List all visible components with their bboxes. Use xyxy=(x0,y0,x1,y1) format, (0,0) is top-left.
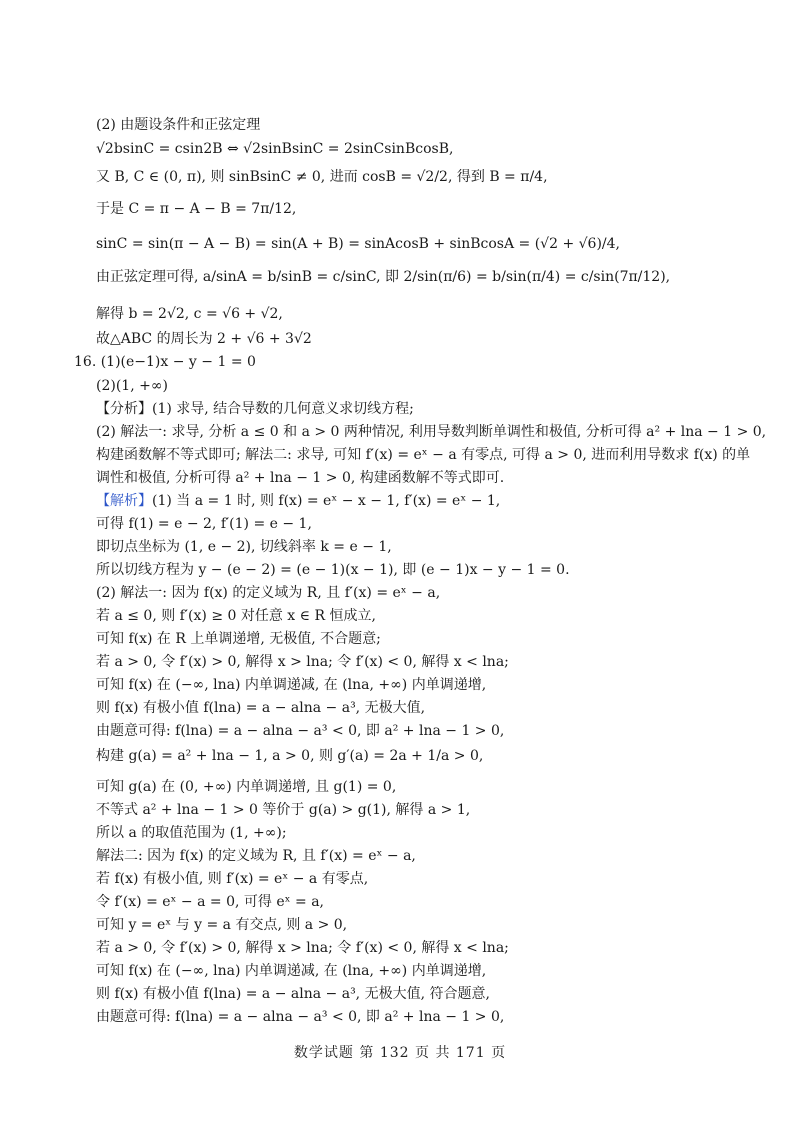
text-line: 可知 y = eˣ 与 y = a 有交点, 则 a > 0, xyxy=(96,917,348,933)
text-line: 解法二: 因为 f(x) 的定义域为 R, 且 f′(x) = eˣ − a, xyxy=(96,848,416,864)
text-line: 所以 a 的取值范围为 (1, +∞); xyxy=(96,825,287,841)
text-line: 令 f′(x) = eˣ − a = 0, 可得 eˣ = a, xyxy=(96,894,324,910)
text-line: 构建函数解不等式即可; 解法二: 求导, 可知 f′(x) = eˣ − a 有零点, 可得 a > 0, 进而利用导数求 f(x) 的单 xyxy=(96,447,751,463)
text-line: 由题意可得: f(lna) = a − alna − a³ < 0, 即 a² + lna − 1 > 0, xyxy=(96,1009,505,1025)
text-line: 即切点坐标为 (1, e − 2), 切线斜率 k = e − 1, xyxy=(96,539,392,555)
text-line: 于是 C = π − A − B = 7π/12, xyxy=(96,201,297,217)
text-line: 构建 g(a) = a² + lna − 1, a > 0, 则 g′(a) = 2a + 1/a > 0, xyxy=(96,748,484,764)
text-line: 若 a > 0, 令 f′(x) > 0, 解得 x > lna; 令 f′(x) < 0, 解得 x < lna; xyxy=(96,654,509,670)
question-number-line: 16. (1)(e−1)x − y − 1 = 0 xyxy=(74,354,256,370)
text-line: 若 a > 0, 令 f′(x) > 0, 解得 x > lna; 令 f′(x) < 0, 解得 x < lna; xyxy=(96,940,509,956)
text-line: 若 f(x) 有极小值, 则 f′(x) = eˣ − a 有零点, xyxy=(96,871,369,887)
text-line: 由正弦定理可得, a/sinA = b/sinB = c/sinC, 即 2/sin(π/6) = b/sin(π/4) = c/sin(7π/12), xyxy=(96,269,671,285)
text-line: 由题意可得: f(lna) = a − alna − a³ < 0, 即 a² + lna − 1 > 0, xyxy=(96,723,505,739)
text-line: (2)(1, +∞) xyxy=(96,378,168,394)
text-line: 所以切线方程为 y − (e − 2) = (e − 1)(x − 1), 即 (e − 1)x − y − 1 = 0. xyxy=(96,562,570,578)
text-line: 解得 b = 2√2, c = √6 + √2, xyxy=(96,306,283,322)
text-line: 调性和极值, 分析可得 a² + lna − 1 > 0, 构建函数解不等式即可. xyxy=(96,470,505,486)
text-line: 不等式 a² + lna − 1 > 0 等价于 g(a) > g(1), 解得 a > 1, xyxy=(96,802,471,818)
text-line: sinC = sin(π − A − B) = sin(A + B) = sinAcosB + sinBcosA = (√2 + √6)/4, xyxy=(96,236,620,252)
text-line: 可知 f(x) 在 (−∞, lna) 内单调递减, 在 (lna, +∞) 内单调递增, xyxy=(96,963,487,979)
text-line: 故△ABC 的周长为 2 + √6 + 3√2 xyxy=(96,331,312,347)
text-line: (2) 解法一: 因为 f(x) 的定义域为 R, 且 f′(x) = eˣ − a, xyxy=(96,585,441,601)
page-footer: 数学试题 第 132 页 共 171 页 xyxy=(293,1045,507,1061)
text-line: 可知 f(x) 在 (−∞, lna) 内单调递减, 在 (lna, +∞) 内单调递增, xyxy=(96,677,487,693)
text-line: 若 a ≤ 0, 则 f′(x) ≥ 0 对任意 x ∈ R 恒成立, xyxy=(96,608,376,624)
text-line: (2) 解法一: 求导, 分析 a ≤ 0 和 a > 0 两种情况, 利用导数判断单调性和极值, 分析可得 a² + lna − 1 > 0, xyxy=(96,424,767,440)
solution-line: 【解析】(1) 当 a = 1 时, 则 f(x) = eˣ − x − 1, f′(x) = eˣ − 1, xyxy=(96,493,501,509)
text-line: √2bsinC = csin2B ⇔ √2sinBsinC = 2sinCsinBcosB, xyxy=(96,141,454,157)
text-line: 可知 f(x) 在 R 上单调递增, 无极值, 不合题意; xyxy=(96,631,381,647)
text-line: 则 f(x) 有极小值 f(lna) = a − alna − a³, 无极大值, 符合题意, xyxy=(96,986,490,1002)
text-line: 可知 g(a) 在 (0, +∞) 内单调递增, 且 g(1) = 0, xyxy=(96,779,397,795)
text-line: 则 f(x) 有极小值 f(lna) = a − alna − a³, 无极大值, xyxy=(96,700,426,716)
solution-marker: 【解析】 xyxy=(96,493,152,509)
text-line: (2) 由题设条件和正弦定理 xyxy=(96,117,261,133)
analysis-line: 【分析】(1) 求导, 结合导数的几何意义求切线方程; xyxy=(96,401,414,417)
text-line: 又 B, C ∈ (0, π), 则 sinBsinC ≠ 0, 进而 cosB = √2/2, 得到 B = π/4, xyxy=(96,169,548,185)
text-line: 可得 f(1) = e − 2, f′(1) = e − 1, xyxy=(96,516,312,532)
